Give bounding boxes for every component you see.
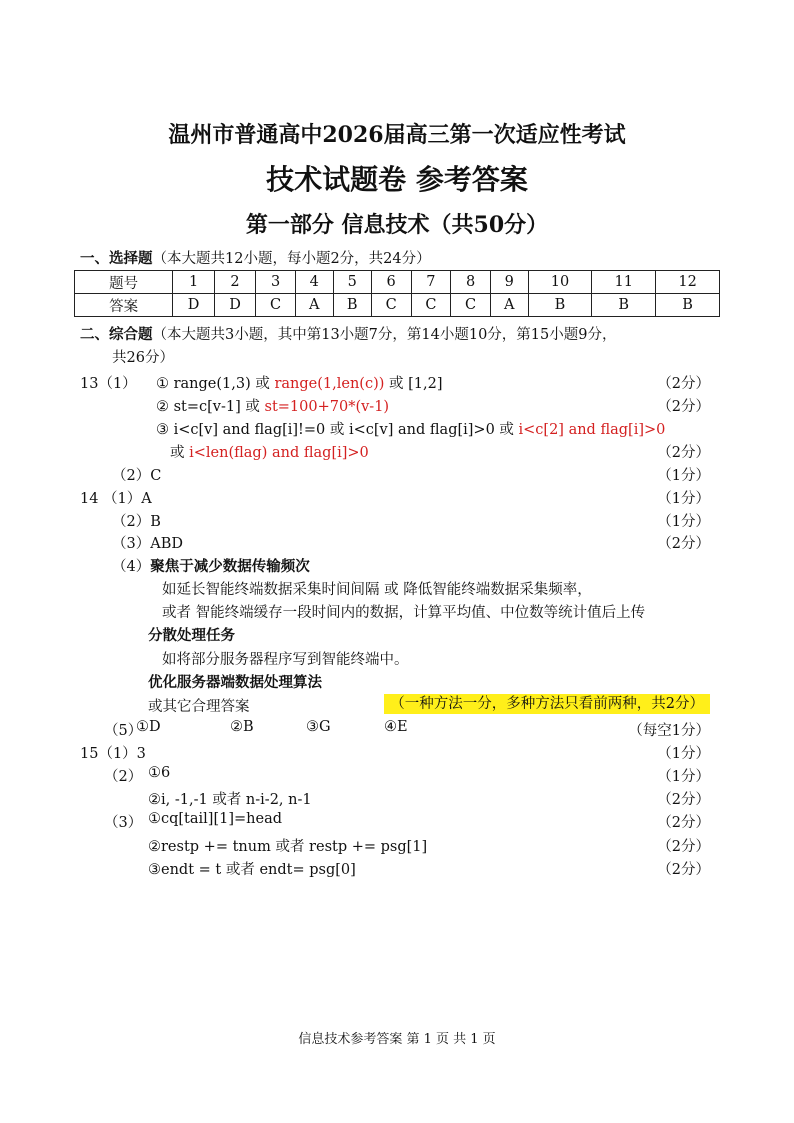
question-number: 11	[592, 271, 656, 294]
q15-p3-c: ③endt = t 或者 endt= psg[0]	[148, 862, 356, 878]
q14-p4-label: （4）	[112, 559, 151, 575]
question-number: 10	[528, 271, 592, 294]
q13-a3b-alt: i<len(flag) and flag[i]>0	[189, 445, 369, 461]
q13-answer-3	[156, 418, 665, 439]
q14-p4-heading-3: 优化服务器端数据处理算法	[148, 675, 322, 691]
question-number: 7	[411, 271, 451, 294]
scoring-note: （一种方法一分，多种方法只看前两种，共2分）	[384, 694, 710, 714]
q15-p3-label: （3）	[104, 815, 143, 831]
section1-note: （本大题共12小题，每小题2分，共24分）	[152, 251, 431, 267]
q15-p2-label: （2）	[104, 769, 143, 785]
q13-a3-alt: i<c[2] and flag[i]>0	[518, 422, 666, 438]
part-title: 第一部分 信息技术（共50分）	[245, 212, 549, 238]
scoring-note-highlight	[384, 692, 710, 713]
q13-a2-text: ② st=c[v-1] 或	[156, 399, 265, 415]
score: （1分）	[657, 514, 710, 530]
q14-p4-heading-1: 聚焦于减少数据传输频次	[150, 559, 310, 575]
exam-title: 温州市普通高中2026届高三第一次适应性考试	[168, 122, 626, 148]
q13-part2: （2）C	[112, 468, 162, 484]
q14-p5-label: （5）	[104, 723, 143, 739]
q14-p5-d: ④E	[384, 719, 408, 735]
score: （1分）	[657, 468, 710, 484]
q13-number: 13（1）	[80, 376, 137, 392]
q14-p5-b: ②B	[230, 719, 254, 735]
q15-p3-b: ②restp += tnum 或者 restp += psg[1]	[148, 839, 428, 855]
answer-cell: C	[451, 294, 491, 317]
q13-a1-alt: range(1,len(c))	[274, 376, 385, 392]
question-number: 2	[214, 271, 255, 294]
answer-cell: B	[592, 294, 656, 317]
q14-p5-a: ①D	[136, 719, 161, 735]
section1-heading	[80, 247, 431, 268]
score: （2分）	[657, 792, 710, 808]
q13-a1-text: ① range(1,3) 或	[156, 376, 275, 392]
question-number: 1	[173, 271, 214, 294]
score: （2分）	[657, 399, 710, 415]
q14-p5-c: ③G	[306, 719, 331, 735]
score: （1分）	[657, 769, 710, 785]
answer-table	[74, 270, 720, 317]
q15-p2-a: ①6	[148, 765, 171, 781]
answer-cell: B	[333, 294, 371, 317]
q14-part2: （2）B	[112, 514, 161, 530]
q14-p4-line-4: 或其它合理答案	[148, 699, 250, 715]
answer-cell: C	[411, 294, 451, 317]
score: （2分）	[657, 839, 710, 855]
question-number: 12	[656, 271, 720, 294]
question-number: 8	[451, 271, 491, 294]
q14-part3: （3）ABD	[112, 536, 183, 552]
answer-row	[75, 294, 720, 317]
section2-label: 二、综合题	[80, 327, 153, 343]
q14-p4-heading-2: 分散处理任务	[148, 628, 235, 644]
answer-cell: A	[295, 294, 333, 317]
answer-cell: B	[656, 294, 720, 317]
score: （1分）	[657, 746, 710, 762]
answer-cell: C	[371, 294, 411, 317]
question-number: 9	[490, 271, 528, 294]
q15-p3-a: ①cq[tail][1]=head	[148, 811, 282, 827]
score: （2分）	[657, 445, 710, 461]
score: （1分）	[657, 491, 710, 507]
page-footer: 信息技术参考答案 第 1 页 共 1 页	[298, 1032, 496, 1047]
score: （每空1分）	[628, 723, 710, 739]
answer-cell: C	[256, 294, 296, 317]
q14-p4-line-2: 或者 智能终端缓存一段时间内的数据，计算平均值、中位数等统计值后上传	[162, 605, 646, 621]
q14-part4	[112, 555, 310, 576]
q14-p4-line-1: 如延长智能终端数据采集时间间隔 或 降低智能终端数据采集频率，	[162, 582, 592, 598]
row-label-answer: 答案	[75, 294, 173, 317]
q14-p4-line-3: 如将部分服务器程序写到智能终端中。	[162, 652, 409, 668]
q13-a3b-text: 或	[170, 445, 190, 461]
q13-a3-text: ③ i<c[v] and flag[i]!=0 或 i<c[v] and flag[i]>0 或	[156, 422, 519, 438]
section1-label: 一、选择题	[80, 251, 153, 267]
paper-title: 技术试题卷 参考答案	[266, 163, 528, 196]
section2-heading	[80, 323, 616, 344]
q13-a1-tail: 或 [1,2]	[384, 376, 443, 392]
row-label-question: 题号	[75, 271, 173, 294]
q15-part1: 15（1）3	[80, 746, 146, 762]
q13-answer-2	[156, 395, 389, 416]
question-number: 5	[333, 271, 371, 294]
question-number-row	[75, 271, 720, 294]
question-number: 4	[295, 271, 333, 294]
answer-cell: B	[528, 294, 592, 317]
q14-part1: 14 （1）A	[80, 491, 152, 507]
q13-a2-alt: st=100+70*(v-1)	[264, 399, 390, 415]
answer-cell: D	[214, 294, 255, 317]
score: （2分）	[657, 536, 710, 552]
score: （2分）	[657, 376, 710, 392]
section2-note: （本大题共3小题，其中第13小题7分，第14小题10分，第15小题9分，	[152, 327, 617, 343]
q15-p2-b: ②i, -1,-1 或者 n-i-2, n-1	[148, 792, 312, 808]
q13-answer-3-cont	[170, 441, 369, 462]
q13-answer-1	[156, 372, 443, 393]
score: （2分）	[657, 815, 710, 831]
question-number: 3	[256, 271, 296, 294]
score: （2分）	[657, 862, 710, 878]
question-number: 6	[371, 271, 411, 294]
answer-cell: D	[173, 294, 214, 317]
answer-cell: A	[490, 294, 528, 317]
section2-note-cont: 共26分）	[112, 350, 174, 366]
